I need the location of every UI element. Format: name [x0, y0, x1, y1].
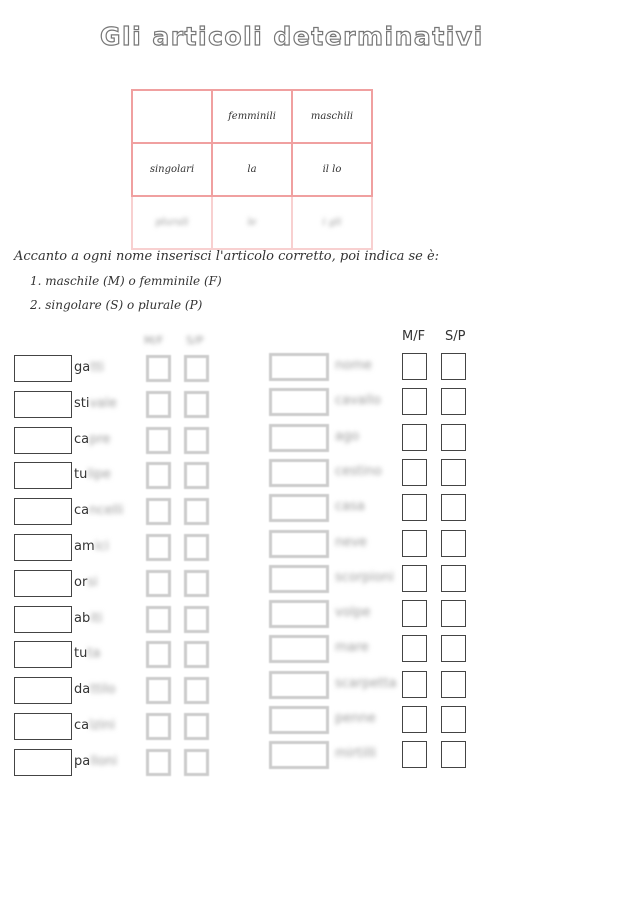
article-answer-box[interactable]: [269, 459, 329, 487]
noun-word: [74, 575, 98, 590]
sp-checkbox[interactable]: [441, 671, 466, 698]
article-answer-box[interactable]: [14, 534, 72, 561]
noun-blurred-part: vale: [89, 395, 117, 411]
article-answer-box[interactable]: [14, 641, 72, 668]
article-answer-box[interactable]: [269, 635, 329, 663]
noun-word: scorpioni: [335, 569, 394, 585]
article-answer-box[interactable]: [14, 606, 72, 633]
sp-checkbox[interactable]: [184, 427, 209, 454]
noun-blurred-part: tti: [90, 360, 105, 375]
sp-checkbox[interactable]: [441, 741, 466, 768]
article-answer-box[interactable]: [269, 530, 329, 558]
sp-checkbox[interactable]: [184, 355, 209, 382]
mf-checkbox[interactable]: [402, 494, 427, 521]
sp-checkbox[interactable]: [441, 353, 466, 380]
mf-checkbox[interactable]: [146, 355, 171, 382]
noun-word: mare: [335, 640, 369, 656]
article-answer-box[interactable]: [14, 713, 72, 740]
article-answer-box[interactable]: [14, 427, 72, 454]
sp-checkbox[interactable]: [441, 424, 466, 451]
noun-blurred-part: lipe: [87, 467, 111, 483]
cell-masc-sing: il lo: [292, 143, 372, 196]
noun-word: cestino: [335, 463, 382, 479]
mf-checkbox[interactable]: [146, 570, 171, 597]
article-answer-box[interactable]: [14, 749, 72, 776]
noun-word: [74, 539, 109, 554]
sp-checkbox[interactable]: [441, 459, 466, 486]
article-answer-box[interactable]: [14, 462, 72, 489]
sp-checkbox[interactable]: [184, 391, 209, 418]
header-femminili: femminili: [212, 90, 292, 143]
noun-word: ago: [335, 428, 360, 444]
noun-word: [74, 503, 123, 518]
article-answer-box[interactable]: [269, 600, 329, 628]
noun-blurred-part: iti: [90, 610, 103, 626]
right-mf-header: M/F: [402, 329, 426, 344]
mf-checkbox[interactable]: [402, 459, 427, 486]
noun-blurred-part: lloni: [90, 753, 118, 769]
instruction-point-2: 2. singolare (S) o plurale (P): [30, 298, 203, 312]
mf-checkbox[interactable]: [402, 706, 427, 733]
article-answer-box[interactable]: [269, 565, 329, 593]
sp-checkbox[interactable]: [184, 641, 209, 668]
noun-blurred-part: ici: [94, 539, 110, 554]
sp-checkbox[interactable]: [184, 713, 209, 740]
noun-visible-part: ab: [74, 610, 91, 626]
header-maschili: maschili: [292, 90, 372, 143]
mf-checkbox[interactable]: [402, 353, 427, 380]
noun-blurred-part: ttilo: [90, 682, 116, 698]
noun-blurred-part: ncelli: [89, 503, 124, 519]
sp-checkbox[interactable]: [184, 498, 209, 525]
mf-checkbox[interactable]: [146, 606, 171, 633]
noun-visible-part: sti: [74, 395, 90, 411]
mf-checkbox[interactable]: [402, 424, 427, 451]
noun-blurred-part: lzini: [89, 718, 116, 733]
sp-checkbox[interactable]: [184, 606, 209, 633]
page-title: Gli articoli determinativi: [100, 22, 484, 51]
sp-checkbox[interactable]: [441, 600, 466, 627]
article-answer-box[interactable]: [269, 424, 329, 452]
left-sp-header: S/P: [186, 334, 204, 347]
article-answer-box[interactable]: [14, 498, 72, 525]
mf-checkbox[interactable]: [402, 741, 427, 768]
mf-checkbox[interactable]: [146, 749, 171, 776]
noun-word: [74, 718, 115, 733]
noun-word: [74, 467, 111, 482]
article-answer-box[interactable]: [269, 706, 329, 734]
noun-visible-part: pa: [74, 753, 91, 769]
noun-word: [74, 611, 103, 626]
mf-checkbox[interactable]: [146, 391, 171, 418]
article-answer-box[interactable]: [269, 494, 329, 522]
noun-word: neve: [335, 534, 367, 550]
sp-checkbox[interactable]: [184, 749, 209, 776]
sp-checkbox[interactable]: [441, 635, 466, 662]
noun-visible-part: ga: [74, 360, 91, 375]
instruction-point-1: 1. maschile (M) o femminile (F): [30, 274, 222, 288]
sp-checkbox[interactable]: [184, 570, 209, 597]
article-answer-box[interactable]: [14, 391, 72, 418]
noun-visible-part: da: [74, 682, 91, 698]
mf-checkbox[interactable]: [402, 565, 427, 592]
noun-word: [74, 754, 117, 769]
sp-checkbox[interactable]: [441, 494, 466, 521]
article-answer-box[interactable]: [14, 570, 72, 597]
row-label-singolari: singolari: [132, 143, 212, 196]
mf-checkbox[interactable]: [146, 462, 171, 489]
mf-checkbox[interactable]: [146, 534, 171, 561]
left-mf-header: M/F: [144, 334, 164, 347]
instructions: Accanto a ogni nome inserisci l'articolo corretto, poi indica se è:: [14, 249, 440, 264]
mf-checkbox[interactable]: [146, 641, 171, 668]
noun-word: volpe: [335, 605, 371, 621]
noun-blurred-part: ta: [87, 646, 101, 662]
noun-word: casa: [335, 499, 365, 515]
noun-word: penne: [335, 711, 376, 726]
noun-visible-part: ca: [74, 718, 90, 733]
sp-checkbox[interactable]: [441, 706, 466, 733]
article-answer-box[interactable]: [14, 355, 72, 382]
mf-checkbox[interactable]: [402, 530, 427, 557]
sp-checkbox[interactable]: [184, 677, 209, 704]
mf-checkbox[interactable]: [146, 427, 171, 454]
noun-word: nome: [335, 358, 372, 373]
sp-checkbox[interactable]: [184, 534, 209, 561]
mf-checkbox[interactable]: [146, 713, 171, 740]
article-table: [131, 89, 373, 250]
noun-visible-part: tu: [74, 467, 88, 483]
cell-fem-sing: la: [212, 143, 292, 196]
mf-checkbox[interactable]: [402, 671, 427, 698]
sp-checkbox[interactable]: [184, 462, 209, 489]
article-answer-box[interactable]: [269, 353, 329, 381]
noun-word: [74, 432, 110, 447]
noun-visible-part: tu: [74, 646, 88, 662]
noun-word: [74, 682, 116, 697]
noun-blurred-part: si: [87, 574, 98, 590]
right-sp-header: S/P: [445, 329, 466, 344]
mf-checkbox[interactable]: [402, 388, 427, 415]
article-answer-box[interactable]: [269, 388, 329, 416]
cell-fem-plur: le: [212, 196, 292, 249]
mf-checkbox[interactable]: [146, 677, 171, 704]
sp-checkbox[interactable]: [441, 565, 466, 592]
row-label-plurali: plurali: [132, 196, 212, 249]
noun-visible-part: ca: [74, 431, 90, 447]
noun-word: [74, 396, 117, 411]
sp-checkbox[interactable]: [441, 388, 466, 415]
noun-word: mirtilli: [335, 746, 377, 762]
noun-word: [74, 646, 100, 661]
noun-visible-part: am: [74, 539, 95, 554]
noun-blurred-part: pre: [89, 431, 111, 447]
noun-word: [74, 360, 104, 375]
noun-visible-part: ca: [74, 503, 90, 519]
noun-visible-part: or: [74, 574, 88, 590]
table-corner: [132, 90, 212, 143]
article-answer-box[interactable]: [269, 671, 329, 699]
sp-checkbox[interactable]: [441, 530, 466, 557]
noun-word: scarpetta: [335, 675, 397, 691]
article-answer-box[interactable]: [14, 677, 72, 704]
mf-checkbox[interactable]: [146, 498, 171, 525]
cell-masc-plur: i gli: [292, 196, 372, 249]
mf-checkbox[interactable]: [402, 635, 427, 662]
mf-checkbox[interactable]: [402, 600, 427, 627]
article-answer-box[interactable]: [269, 741, 329, 769]
noun-word: cavallo: [335, 393, 381, 409]
